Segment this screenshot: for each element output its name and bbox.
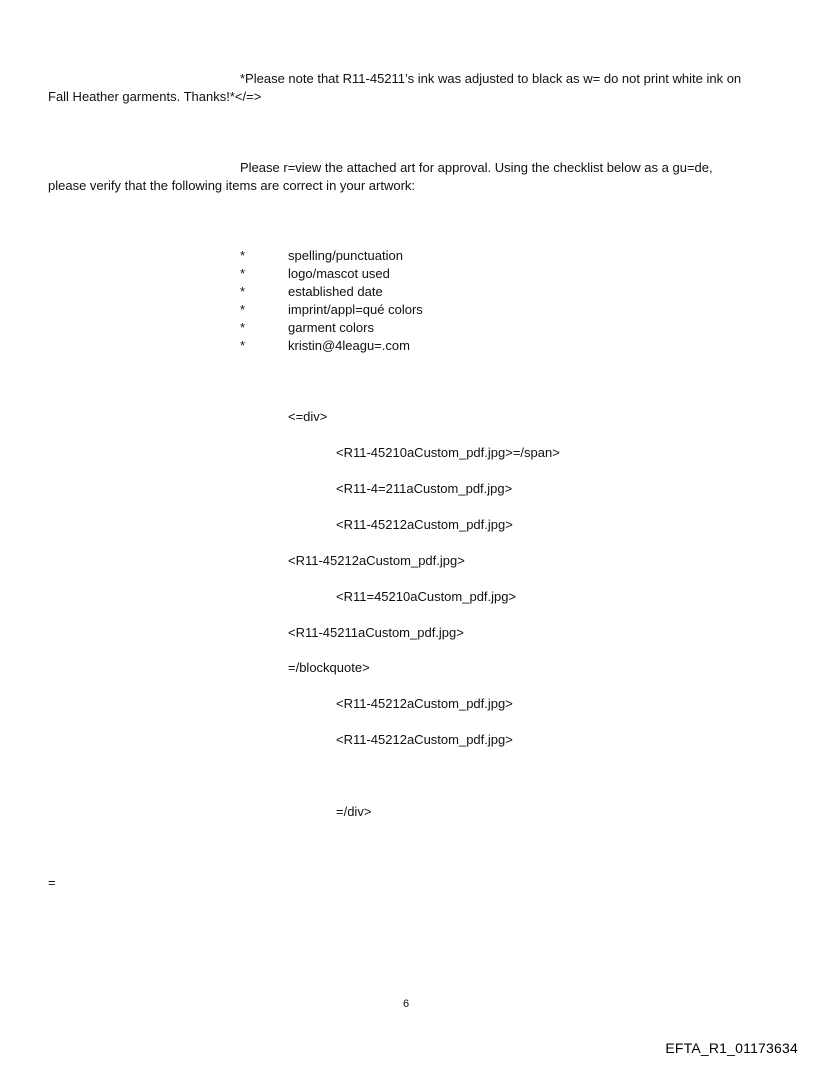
html-line: =/div>	[336, 804, 372, 819]
html-line: <R11-45212aCustom_pdf.jpg>	[288, 553, 465, 568]
checklist-bullet: *	[240, 284, 246, 299]
checklist-bullet: *	[240, 248, 246, 263]
review-line-1: Please r=view the attached art for approval. Using the checklist below as a gu=de,	[240, 160, 713, 175]
html-line: <R11-45210aCustom_pdf.jpg>=/span>	[336, 445, 560, 460]
document-id: EFTA_R1_01173634	[665, 1040, 798, 1056]
note-line-1: *Please note that R11-45211’s ink was adjusted to black as w= do not print white ink on	[240, 71, 742, 86]
html-line: <R11-45212aCustom_pdf.jpg>	[336, 732, 513, 747]
checklist-bullet: *	[240, 302, 246, 317]
checklist-item: logo/mascot used	[288, 266, 390, 281]
checklist-item: garment colors	[288, 320, 374, 335]
html-line: <R11=45210aCustom_pdf.jpg>	[336, 589, 517, 604]
html-line: <R11-45212aCustom_pdf.jpg>	[336, 517, 513, 532]
html-line: <R11-4=211aCustom_pdf.jpg>	[336, 481, 513, 496]
html-line: <R11-45212aCustom_pdf.jpg>	[336, 696, 513, 711]
page-number: 6	[403, 998, 410, 1010]
html-line: <R11-45211aCustom_pdf.jpg>	[288, 625, 464, 640]
checklist-item: imprint/appl=qué colors	[288, 302, 423, 317]
checklist-bullet: *	[240, 320, 246, 335]
html-line: <=div>	[288, 409, 328, 424]
checklist-bullet: *	[240, 338, 246, 353]
checklist-item: spelling/punctuation	[288, 248, 403, 263]
note-line-2: Fall Heather garments. Thanks!*</=>	[48, 89, 262, 104]
stray-equals: =	[48, 875, 56, 890]
html-line: =/blockquote>	[288, 660, 370, 675]
checklist-bullet: *	[240, 266, 246, 281]
review-line-2: please verify that the following items are correct in your artwork:	[48, 178, 416, 193]
checklist-item: kristin@4leagu=.com	[288, 338, 410, 353]
checklist-item: established date	[288, 284, 383, 299]
